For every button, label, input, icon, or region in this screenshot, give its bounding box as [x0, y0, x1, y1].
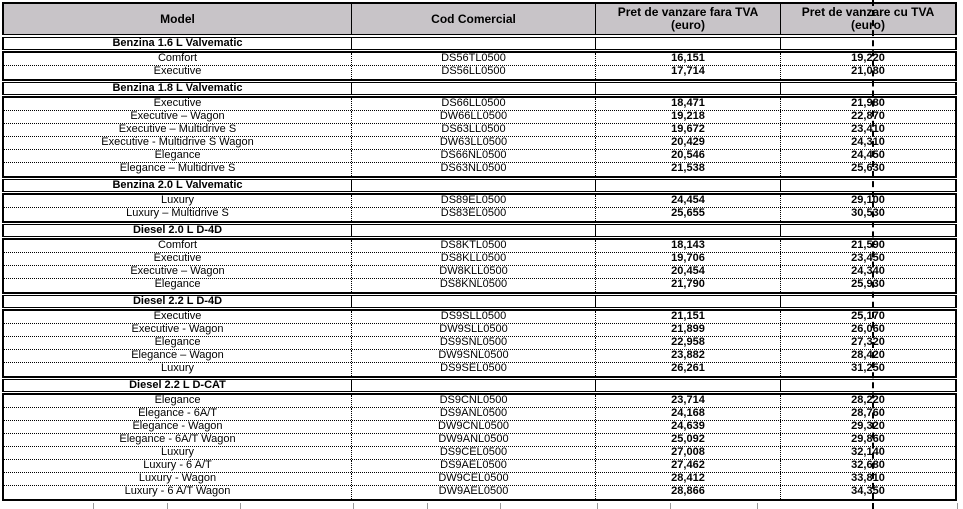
- gridline-stub: [670, 503, 671, 509]
- pret-fara-tva-cell: 28,866: [596, 486, 781, 499]
- table-row: [4, 240, 955, 253]
- table-row: [4, 337, 955, 350]
- pret-fara-tva-cell: 18,471: [596, 98, 781, 110]
- pret-cu-tva-cell: 32,680: [851, 460, 885, 471]
- table-row: [4, 486, 955, 499]
- gridline-stub: [240, 503, 241, 509]
- cod-cell: DW9SNL0500: [352, 350, 596, 362]
- section-empty-cell: [596, 38, 781, 49]
- table-row: [4, 350, 955, 363]
- section-title: Benzina 2.0 L Valvematic: [4, 180, 352, 191]
- pret-fara-tva-cell: 25,092: [596, 434, 781, 446]
- table-row: [4, 279, 955, 292]
- model-cell: Executive – Multidrive S: [4, 124, 352, 136]
- table-row: [4, 395, 955, 408]
- pret-cu-tva-cell: 33,810: [851, 473, 885, 484]
- pret-cu-tva-cell: 21,980: [851, 98, 885, 109]
- column-header-cod-comercial: [352, 4, 596, 34]
- section-data-block: [2, 238, 957, 294]
- section-empty-cell: [352, 180, 596, 191]
- cod-cell: DS9SNL0500: [352, 337, 596, 349]
- pret-fara-tva-cell: 23,714: [596, 395, 781, 407]
- column-header-label: Cod Comercial: [431, 11, 516, 26]
- model-cell: Elegance – Multidrive S: [4, 163, 352, 176]
- table-row: [4, 98, 955, 111]
- model-cell: Executive: [4, 66, 352, 79]
- model-cell: Luxury: [4, 363, 352, 376]
- cod-cell: DS83EL0500: [352, 208, 596, 221]
- model-cell: Elegance: [4, 395, 352, 407]
- column-header-label: Pret de vanzare fara TVA: [617, 5, 759, 19]
- pret-cu-tva-cell: 27,320: [851, 337, 885, 348]
- cod-cell: DS9AEL0500: [352, 460, 596, 472]
- model-cell: Executive: [4, 311, 352, 323]
- table-row: [4, 473, 955, 486]
- section-header-row: [2, 224, 957, 237]
- table-row: [4, 66, 955, 79]
- section-data-block: [2, 193, 957, 223]
- section-data-block: [2, 96, 957, 178]
- section-empty-cell: [781, 380, 955, 391]
- model-cell: Executive - Wagon: [4, 324, 352, 336]
- gridline-stub: [500, 503, 501, 509]
- pret-fara-tva-cell: 21,538: [596, 163, 781, 176]
- pret-cu-tva-cell: 29,320: [851, 421, 885, 432]
- pret-cu-tva-cell: 28,420: [851, 350, 885, 361]
- gridline-stub: [427, 503, 428, 509]
- pret-fara-tva-cell: 24,168: [596, 408, 781, 420]
- section-empty-cell: [781, 83, 955, 94]
- table-row: [4, 124, 955, 137]
- cod-cell: DW9SLL0500: [352, 324, 596, 336]
- cod-cell: DS9CEL0500: [352, 447, 596, 459]
- pret-cu-tva-cell: 29,100: [851, 195, 885, 206]
- gridline-stub: [167, 503, 168, 509]
- pret-cu-tva-cell: 21,590: [851, 240, 885, 251]
- pret-cu-tva-cell: 24,340: [851, 266, 885, 277]
- cod-cell: DS63NL0500: [352, 163, 596, 176]
- cod-cell: DS66LL0500: [352, 98, 596, 110]
- pret-cu-tva-cell: 32,140: [851, 447, 885, 458]
- table-header-row: [2, 2, 957, 35]
- model-cell: Luxury - Wagon: [4, 473, 352, 485]
- pret-cu-tva-cell: 28,760: [851, 408, 885, 419]
- gridline-stub: [757, 503, 758, 509]
- model-cell: Elegance – Wagon: [4, 350, 352, 362]
- section-empty-cell: [781, 296, 955, 307]
- table-row: [4, 460, 955, 473]
- pret-fara-tva-cell: 19,706: [596, 253, 781, 265]
- cod-cell: DS66NL0500: [352, 150, 596, 162]
- cod-cell: DS9CNL0500: [352, 395, 596, 407]
- pret-cu-tva-cell: 24,450: [851, 150, 885, 161]
- pret-fara-tva-cell: 22,958: [596, 337, 781, 349]
- table-row: [4, 111, 955, 124]
- section-empty-cell: [596, 225, 781, 236]
- pret-fara-tva-cell: 18,143: [596, 240, 781, 252]
- column-header-sublabel: (euro): [671, 18, 705, 32]
- pret-cu-tva-cell: 31,250: [851, 363, 885, 374]
- model-cell: Luxury - 6 A/T Wagon: [4, 486, 352, 499]
- cod-cell: DW9CNL0500: [352, 421, 596, 433]
- model-cell: Executive – Wagon: [4, 266, 352, 278]
- pret-cu-tva-cell: 34,350: [851, 486, 885, 497]
- pret-fara-tva-cell: 16,151: [596, 53, 781, 65]
- column-header-sublabel: (euro): [851, 18, 885, 32]
- pret-cu-tva-cell: 23,410: [851, 124, 885, 135]
- section-empty-cell: [352, 296, 596, 307]
- section-empty-cell: [781, 38, 955, 49]
- pret-fara-tva-cell: 17,714: [596, 66, 781, 79]
- pret-cu-tva-cell: 28,220: [851, 395, 885, 406]
- model-cell: Executive: [4, 98, 352, 110]
- table-row: [4, 363, 955, 376]
- model-cell: Luxury – Multidrive S: [4, 208, 352, 221]
- pret-fara-tva-cell: 27,462: [596, 460, 781, 472]
- cod-cell: DS63LL0500: [352, 124, 596, 136]
- section-empty-cell: [596, 296, 781, 307]
- model-cell: Executive - Multidrive S Wagon: [4, 137, 352, 149]
- table-row: [4, 195, 955, 208]
- pret-fara-tva-cell: 25,655: [596, 208, 781, 221]
- pret-fara-tva-cell: 26,261: [596, 363, 781, 376]
- pret-cu-tva-cell: 23,450: [851, 253, 885, 264]
- table-row: [4, 434, 955, 447]
- model-cell: Luxury: [4, 195, 352, 207]
- pret-fara-tva-cell: 24,639: [596, 421, 781, 433]
- price-table: [2, 2, 957, 501]
- column-header-label: Model: [160, 11, 195, 26]
- pret-fara-tva-cell: 19,672: [596, 124, 781, 136]
- section-title: Diesel 2.2 L D-4D: [4, 296, 352, 307]
- section-title: Diesel 2.0 L D-4D: [4, 225, 352, 236]
- section-data-block: [2, 393, 957, 501]
- cod-cell: DW63LL0500: [352, 137, 596, 149]
- pret-cu-tva-cell: 22,870: [851, 111, 885, 122]
- model-cell: Elegance - Wagon: [4, 421, 352, 433]
- model-cell: Elegance: [4, 150, 352, 162]
- pret-fara-tva-cell: 21,790: [596, 279, 781, 292]
- section-empty-cell: [596, 380, 781, 391]
- table-row: [4, 150, 955, 163]
- section-header-row: [2, 37, 957, 50]
- pret-cu-tva-cell: 24,310: [851, 137, 885, 148]
- cod-cell: DS9SLL0500: [352, 311, 596, 323]
- column-header-pret-fara-tva: [596, 4, 781, 34]
- model-cell: Elegance: [4, 279, 352, 292]
- pret-cu-tva-cell: 25,170: [851, 311, 885, 322]
- table-row: [4, 53, 955, 66]
- section-header-row: [2, 82, 957, 95]
- pret-fara-tva-cell: 20,429: [596, 137, 781, 149]
- model-cell: Elegance - 6A/T: [4, 408, 352, 420]
- section-empty-cell: [352, 83, 596, 94]
- column-header-pret-cu-tva: [781, 4, 955, 34]
- model-cell: Comfort: [4, 240, 352, 252]
- cod-cell: DW9AEL0500: [352, 486, 596, 499]
- pret-fara-tva-cell: 28,412: [596, 473, 781, 485]
- cod-cell: DS8KLL0500: [352, 253, 596, 265]
- model-cell: Executive: [4, 253, 352, 265]
- cod-cell: DS9SEL0500: [352, 363, 596, 376]
- pret-fara-tva-cell: 19,218: [596, 111, 781, 123]
- table-row: [4, 208, 955, 221]
- section-empty-cell: [596, 83, 781, 94]
- table-row: [4, 266, 955, 279]
- pret-cu-tva-cell: 26,060: [851, 324, 885, 335]
- cod-cell: DW9ANL0500: [352, 434, 596, 446]
- pret-fara-tva-cell: 23,882: [596, 350, 781, 362]
- section-data-block: [2, 309, 957, 378]
- cod-cell: DS8KNL0500: [352, 279, 596, 292]
- table-row: [4, 137, 955, 150]
- section-empty-cell: [596, 180, 781, 191]
- table-row: [4, 324, 955, 337]
- table-row: [4, 253, 955, 266]
- pret-cu-tva-cell: 25,930: [851, 279, 885, 290]
- model-cell: Elegance: [4, 337, 352, 349]
- table-row: [4, 421, 955, 434]
- section-title: Benzina 1.8 L Valvematic: [4, 83, 352, 94]
- table-row: [4, 163, 955, 176]
- pret-cu-tva-cell: 29,860: [851, 434, 885, 445]
- section-header-row: [2, 295, 957, 308]
- table-row: [4, 447, 955, 460]
- column-header-model: [4, 4, 352, 34]
- model-cell: Comfort: [4, 53, 352, 65]
- pret-cu-tva-cell: 30,530: [851, 208, 885, 219]
- cod-cell: DW66LL0500: [352, 111, 596, 123]
- table-row: [4, 408, 955, 421]
- section-empty-cell: [781, 180, 955, 191]
- cod-cell: DS56LL0500: [352, 66, 596, 79]
- gridline-stub: [597, 503, 598, 509]
- cod-cell: DS89EL0500: [352, 195, 596, 207]
- model-cell: Luxury - 6 A/T: [4, 460, 352, 472]
- section-title: Diesel 2.2 L D-CAT: [4, 380, 352, 391]
- section-header-row: [2, 179, 957, 192]
- section-empty-cell: [781, 225, 955, 236]
- pret-fara-tva-cell: 20,546: [596, 150, 781, 162]
- section-title: Benzina 1.6 L Valvematic: [4, 38, 352, 49]
- model-cell: Luxury: [4, 447, 352, 459]
- pret-fara-tva-cell: 21,899: [596, 324, 781, 336]
- model-cell: Executive – Wagon: [4, 111, 352, 123]
- gridline-stub: [957, 503, 958, 509]
- section-empty-cell: [352, 380, 596, 391]
- gridline-stub: [353, 503, 354, 509]
- pret-fara-tva-cell: 27,008: [596, 447, 781, 459]
- pret-cu-tva-cell: 25,630: [851, 163, 885, 174]
- cod-cell: DW9CEL0500: [352, 473, 596, 485]
- table-row: [4, 311, 955, 324]
- model-cell: Elegance - 6A/T Wagon: [4, 434, 352, 446]
- pret-cu-tva-cell: 19,220: [851, 53, 885, 64]
- cod-cell: DW8KLL0500: [352, 266, 596, 278]
- section-empty-cell: [352, 38, 596, 49]
- section-header-row: [2, 379, 957, 392]
- pret-fara-tva-cell: 24,454: [596, 195, 781, 207]
- cod-cell: DS56TL0500: [352, 53, 596, 65]
- section-empty-cell: [352, 225, 596, 236]
- column-header-label: Pret de vanzare cu TVA: [801, 5, 935, 19]
- pret-fara-tva-cell: 21,151: [596, 311, 781, 323]
- pret-cu-tva-cell: 21,080: [851, 66, 885, 77]
- cod-cell: DS8KTL0500: [352, 240, 596, 252]
- section-data-block: [2, 51, 957, 81]
- gridline-stub: [93, 503, 94, 509]
- cod-cell: DS9ANL0500: [352, 408, 596, 420]
- pret-fara-tva-cell: 20,454: [596, 266, 781, 278]
